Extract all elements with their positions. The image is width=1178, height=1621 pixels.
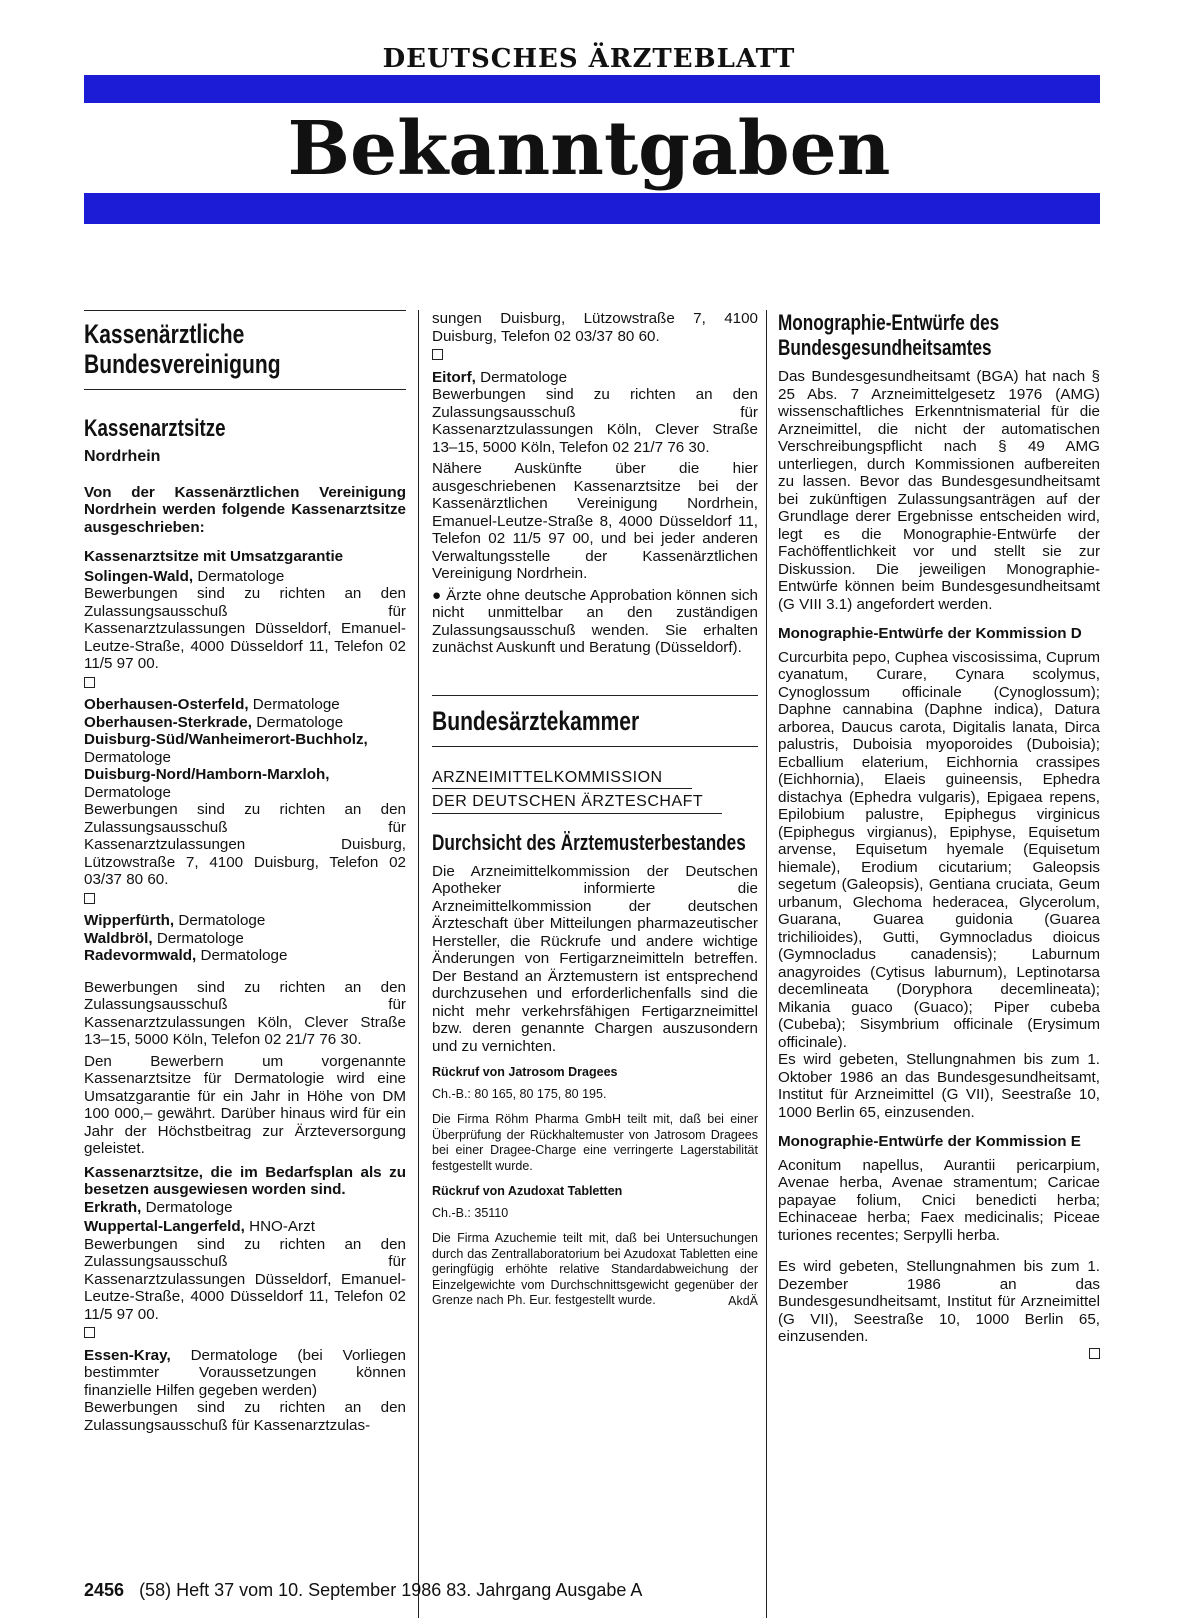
divider [432, 746, 758, 747]
listing: Eitorf, Dermatologe [432, 368, 568, 386]
article-heading: Monographie-Entwürfe des Bundesgesundheitsamtes [778, 310, 1000, 360]
column-2 [432, 310, 758, 1309]
divider [432, 695, 758, 696]
listing-text: Bewerbungen sind zu richten an den Zulassungsausschuß für Kassenarztzulassungen Düsseldorf, Emanuel-Leutze-Straße, 4000 Düsseldorf 11, Telefon 02 11/5 97 00. [84, 1235, 406, 1323]
subheading: Kassenarztsitze mit Umsatzgarantie [84, 548, 344, 565]
page-number: 2456 [84, 1580, 125, 1600]
listing: Radevormwald, Dermatologe [84, 947, 288, 964]
column-3 [778, 310, 1100, 1363]
recall-title: Rückruf von Azudoxat Tabletten [432, 1184, 623, 1198]
divider [432, 813, 722, 814]
subheading: Monographie-Entwürfe der Kommission D [778, 625, 1082, 642]
intro-text: Von der Kassenärztlichen Vereinigung Nordrhein werden folgende Kassenarztsitze ausgeschrieben: [84, 483, 406, 536]
section-title: Bekanntgaben [287, 106, 891, 192]
end-box-icon [778, 1346, 1100, 1364]
subheading: Kassenarztsitze, die im Bedarfsplan als zu besetzen ausgewiesen worden sind. [84, 1163, 406, 1198]
batch-numbers: Ch.-B.: 80 165, 80 175, 80 195. [432, 1086, 607, 1101]
recall-title: Rückruf von Jatrosom Dragees [432, 1065, 618, 1079]
divider [84, 389, 406, 390]
journal-title: DEUTSCHES ÄRZTEBLATT [382, 44, 796, 74]
listing-text: Bewerbungen sind zu richten an den Zulassungsausschuß für Kassenarztzulassungen Duisburg, Lützowstraße 7, 4100 Duisburg, Telefon 02 03/37 80 60. [84, 801, 406, 888]
divider [84, 310, 406, 311]
continued-text: sungen Duisburg, Lützowstraße 7, 4100 Duisburg, Telefon 02 03/37 80 60. [432, 310, 758, 345]
substance-list: Curcurbita pepo, Cuphea viscosissima, Cuprum cyanatum, Curare, Cynara scolymus, Cynoglossum officinale (Cynoglossum); Daphne cannabina (Daphne indica), Datura arborea, Daucus carota, Digitalis lanata, Dirca palustris, Duboisia myoporoides (Duboisia); Ecballium elaterium, Eichhornia crassipes (Eichhornia), Elaeis guineensis, Ephedra distachya (Ephedra vulgaris), Epigaea repens, Epilobium palustre, Epiphegus virginicus (Epiphegus virgianus), Epiphyse, Equisetum arvense, Equisetum hyemale (Equisetum hiemale), Erodium cicutarium; Galeopsis segetum (Galeopsis), Gentiana cruciata, Geum urbanum, Glechoma hederacea, Glycerolum, Guarana, Guarea guidonia (Guarea trichilioides), Gutti, Gymnocladus dioicus (Gymnocladus canadensis); Laburnum anagyroides (Cytisus laburnum), Leptinotarsa decemlineata (Doryphora decemlineata); Mikania guaco (Guaco); Piper cubeba (Cubeba); Sisymbrium officinale (Erysimum officinale). [778, 648, 1100, 1051]
separator-box-icon [84, 893, 95, 904]
page-footer [84, 1580, 642, 1601]
request-text: Es wird gebeten, Stellungnahmen bis zum 1. Dezember 1986 an das Bundesgesundheitsamt, Institut für Arzneimittel (G VII), Seestraße 10, 1000 Berlin 65, einzusenden. [778, 1258, 1100, 1345]
subheading: Monographie-Entwürfe der Kommission E [778, 1133, 1081, 1150]
org-heading: Kassenärztliche Bundesvereinigung [84, 319, 281, 379]
listing: Solingen-Wald, Dermatologe [84, 567, 285, 585]
masthead [0, 0, 1178, 240]
org-heading: Bundesärztekammer [432, 705, 640, 736]
listing: Oberhausen-Sterkrade, Dermatologe [84, 713, 344, 731]
region-label: Nordrhein [84, 448, 161, 465]
issue-info: (58) Heft 37 vom 10. September 1986 83. Jahrgang Ausgabe A [139, 1580, 643, 1600]
blue-bar-bottom [84, 193, 1100, 224]
substance-list: Aconitum napellus, Aurantii pericarpium, Avenae herba, Avenae stramentum; Caricae papayae folium, Cnici benedicti herba; Echinaceae herba; Faex medicinalis; Piceae turiones recentes; Serpylli herba. [778, 1156, 1100, 1244]
separator-box-icon [84, 677, 95, 688]
divider [432, 788, 692, 789]
recall-text: Die Firma Röhm Pharma GmbH teilt mit, daß bei einer Überprüfung der Rückhaltemuster von Jatrosom Dragees bei einer Dragee-Charge eine verringerte Lagerstabilität festgestellt wurde. [432, 1112, 758, 1173]
listing: Waldbröl, Dermatologe [84, 929, 244, 947]
batch-numbers: Ch.-B.: 35110 [432, 1205, 509, 1220]
article-heading: Kassenarztsitze [84, 415, 226, 442]
listing: Oberhausen-Osterfeld, Dermatologe [84, 696, 340, 713]
listing: Essen-Kray, Dermatologe (bei Vorliegen bestimmter Voraussetzungen können finanzielle Hilfen gegeben werden) [84, 1346, 406, 1399]
column-divider [418, 310, 419, 1618]
column-1 [84, 310, 406, 1434]
separator-box-icon [84, 1327, 95, 1338]
body-text: Die Arzneimittelkommission der Deutschen Apotheker informierte die Arzneimittelkommission der deutschen Ärzteschaft über Mitteilungen pharmazeutischer Hersteller, die Rückrufe und andere wichtige Änderungen von Fertigarzneimitteln betreffen. Der Bestand an Ärztemustern ist entsprechend durchzusehen und erforderlichenfalls sind die nicht mehr verkehrsfähigen Fertigarzneimittel bzw. deren genannte Chargen auszusondern und zu vernichten. [432, 862, 758, 1055]
commission-line: DER DEUTSCHEN ÄRZTESCHAFT [432, 793, 704, 810]
blue-bar-top [84, 75, 1100, 103]
listing: Erkrath, Dermatologe [84, 1198, 233, 1216]
listing-text: Bewerbungen sind zu richten an den Zulassungsausschuß für Kassenarztzulassungen Düsseldorf, Emanuel-Leutze-Straße, 4000 Düsseldorf 11, Telefon 02 11/5 97 00. [84, 585, 406, 672]
signature: AkdÄ [728, 1293, 758, 1308]
recall-text: Die Firma Azuchemie teilt mit, daß bei Untersuchungen durch das Zentrallaboratorium bei Azudoxat Tabletten eine geringfügig erhöhte relative Standardabweichung der Einzelgewichte vom Durchschnittsgewicht gegenüber der Grenze nach Ph. Eur. festgestellt wurde. [432, 1231, 758, 1307]
separator-box-icon [432, 349, 443, 360]
request-text: Es wird gebeten, Stellungnahmen bis zum 1. Oktober 1986 an das Bundesgesundheitsamt, Institut für Arzneimittel (G VII), Seestraße 10, 1000 Berlin 65, einzusenden. [778, 1051, 1100, 1121]
listing-text: Bewerbungen sind zu richten an den Zulassungsausschuß für Kassenarztzulas- [84, 1399, 406, 1434]
listing: Duisburg-Süd/Wanheimerort-Buchholz, Dermatologe [84, 731, 368, 766]
listing: Wipperfürth, Dermatologe [84, 912, 266, 929]
listing-text: Bewerbungen sind zu richten an den Zulassungsausschuß für Kassenarztzulassungen Köln, Clever Straße 13–15, 5000 Köln, Telefon 02 21/7 76 30. [84, 978, 406, 1048]
intro-text: Das Bundesgesundheitsamt (BGA) hat nach § 25 Abs. 7 Arzneimittelgesetz 1976 (AMG) wissenschaftliches Erkenntnismaterial für die Arzneimittel, die nicht der automatischen Verschreibungspflicht nach § 49 AMG unterliegen, durch Kommissionen aufbereiten zu lassen. Bevor das Bundesgesundheitsamt bei zukünftigen Zulassungsanträgen auf der Grundlage derer Ergebnisse entscheiden wird, legt es die Monographie-Entwürfe der Fachöffentlichkeit vor und stellt sie zur Diskussion. Die jeweiligen Monographie-Entwürfe können beim Bundesgesundheitsamt (G VIII 3.1) angefordert werden. [778, 368, 1100, 613]
column-divider [766, 310, 767, 1618]
article-heading: Durchsicht des Ärztemusterbestandes [432, 829, 746, 855]
listing-text: Bewerbungen sind zu richten an den Zulassungsausschuß für Kassenarztzulassungen Köln, Clever Straße 13–15, 5000 Köln, Telefon 02 21/7 76 30. [432, 386, 758, 456]
note-text: Den Bewerbern um vorgenannte Kassenarztsitze für Dermatologie wird eine Umsatzgarantie für ein Jahr in Höhe von DM 100 000,– gewährt. Darüber hinaus wird für ein Jahr der Höchstbeitrag zur Ärzteversorgung geleistet. [84, 1052, 406, 1157]
commission-line: ARZNEIMITTELKOMMISSION [432, 768, 663, 786]
listing: Duisburg-Nord/Hamborn-Marxloh, Dermatologe [84, 766, 330, 801]
bullet-note: ● Ärzte ohne deutsche Approbation können sich nicht unmittelbar an den zuständigen Zulassungsausschuß wenden. Sie erhalten zunächst Auskunft und Beratung (Düsseldorf). [432, 586, 758, 656]
bullet-icon: ● [432, 586, 442, 604]
info-text: Nähere Auskünfte über die hier ausgeschriebenen Kassenarztsitze bei der Kassenärztlichen Vereinigung Nordrhein, Emanuel-Leutze-Straße 8, 4000 Düsseldorf 11, Telefon 02 11/5 97 00, und bei jeder anderen Verwaltungsstelle der Kassenärztlichen Vereinigung Nordrhein. [432, 460, 758, 582]
listing: Wuppertal-Langerfeld, HNO-Arzt [84, 1218, 315, 1235]
